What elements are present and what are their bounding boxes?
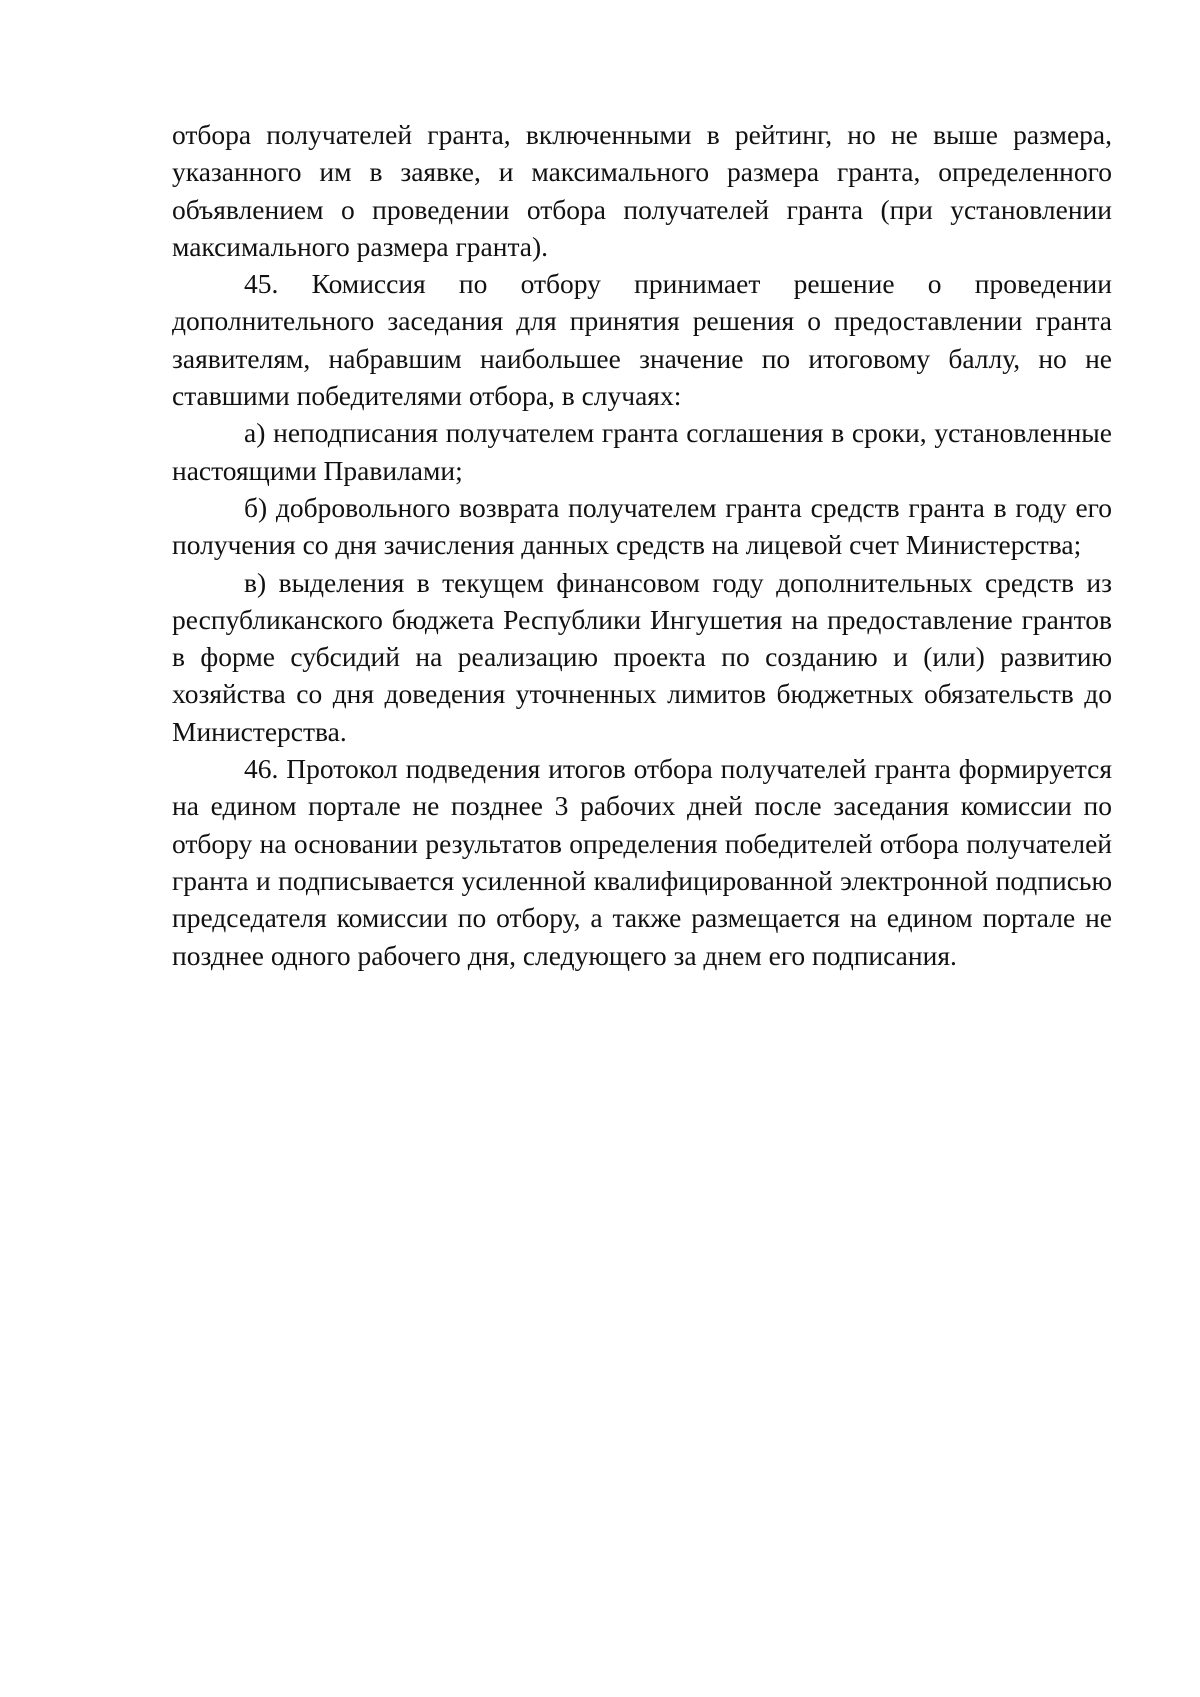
paragraph-46: 46. Протокол подведения итогов отбора получателей гранта формируется на едином портале не позднее 3 рабочих дней после заседания комиссии по отбору на основании результатов определения победителей отбора получателей гранта и подписывается усиленной квалифицированной электронной подписью председателя комиссии по отбору, а также размещается на едином портале не позднее одного рабочего дня, следующего за днем его подписания. bbox=[172, 753, 1112, 971]
paragraph-45-b: б) добровольного возврата получателем гранта средств гранта в году его получения со дня зачисления данных средств на лицевой счет Министерства; bbox=[172, 491, 1112, 561]
paragraph-45-v: в) выделения в текущем финансовом году дополнительных средств из республиканского бюджета Республики Ингушетия на предоставление грантов в форме субсидий на реализацию проекта по созданию и (или) развитию хозяйства со дня доведения уточненных лимитов бюджетных обязательств до Министерства. bbox=[172, 566, 1112, 747]
paragraph-continuation: отбора получателей гранта, включенными в рейтинг, но не выше размера, указанного им в заявке, и максимального размера гранта, определенного объявлением о проведении отбора получателей гранта (при установлении максимального размера гранта). bbox=[172, 119, 1112, 262]
document-body bbox=[172, 116, 1112, 974]
paragraph-45: 45. Комиссия по отбору принимает решение о проведении дополнительного заседания для принятия решения о предоставлении гранта заявителям, набравшим наибольшее значение по итоговому баллу, но не ставшими победителями отбора, в случаях: bbox=[172, 268, 1112, 412]
paragraph-45-a: а) неподписания получателем гранта соглашения в сроки, установленные настоящими Правилами; bbox=[172, 417, 1112, 486]
